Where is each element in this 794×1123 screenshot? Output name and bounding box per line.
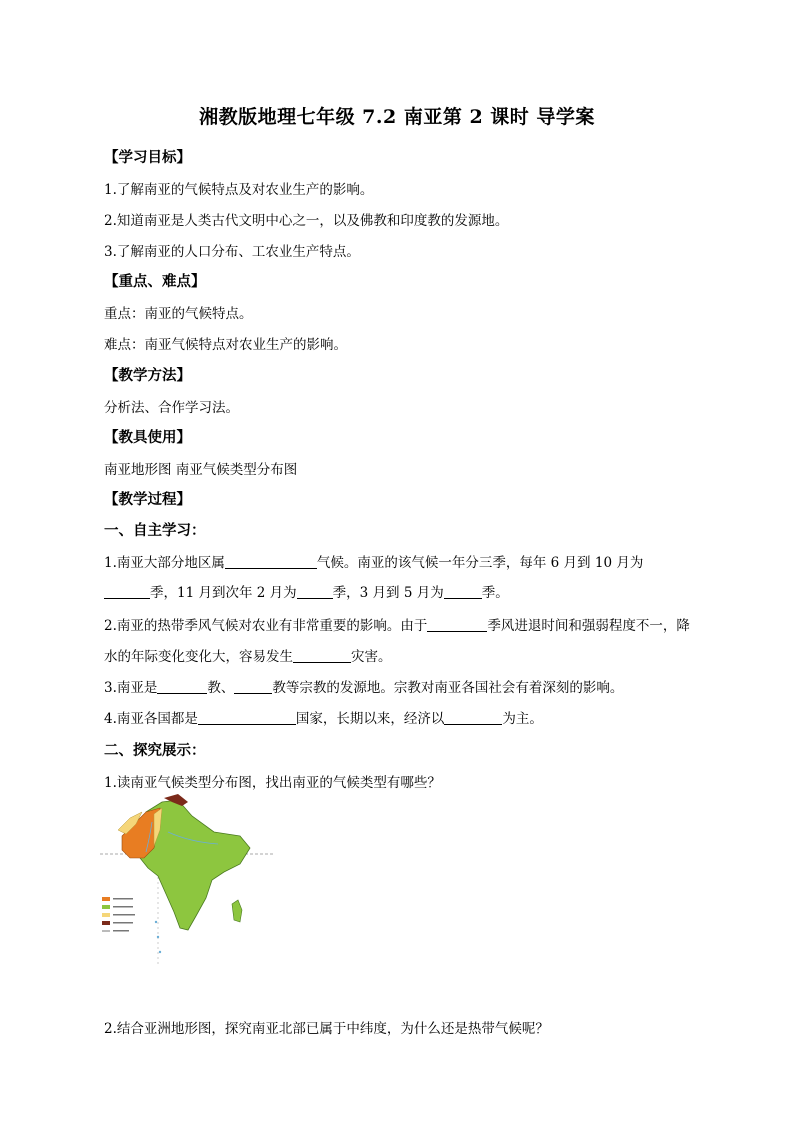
process-heading: 【教学过程】	[104, 492, 191, 508]
island-dot	[159, 951, 161, 953]
method-heading: 【教学方法】	[104, 368, 191, 384]
explore-question-1: 1.读南亚气候类型分布图，找出南亚的气候类型有哪些？	[104, 775, 441, 791]
answer-blank[interactable]	[444, 710, 502, 725]
answer-blank[interactable]	[225, 554, 317, 569]
tools-text: 南亚地形图 南亚气候类型分布图	[104, 462, 298, 478]
goal-item-1: 1.了解南亚的气候特点及对农业生产的影响。	[104, 182, 374, 198]
legend-swatch-monsoon	[102, 905, 110, 909]
island-dot	[155, 921, 157, 923]
question-3: 3.南亚是 教、 教等宗教的发源地。宗教对南亚各国社会有着深刻的影响。	[104, 680, 624, 696]
explore-heading: 二、探究展示：	[104, 743, 206, 759]
legend-swatch-highland	[102, 921, 110, 925]
question-2-line-1: 2.南亚的热带季风气候对农业有非常重要的影响。由于 季风进退时间和强弱程度不一，降	[104, 618, 690, 634]
answer-blank[interactable]	[444, 584, 482, 599]
legend-text-marks	[113, 898, 135, 932]
key-point: 重点：南亚的气候特点。	[104, 306, 253, 322]
answer-blank[interactable]	[427, 617, 487, 632]
goal-item-3: 3.了解南亚的人口分布、工农业生产特点。	[104, 244, 360, 260]
answer-blank[interactable]	[157, 679, 207, 694]
explore-question-2: 2.结合亚洲地形图，探究南亚北部已属于中纬度，为什么还是热带气候呢？	[104, 1021, 549, 1037]
legend-swatch-desert	[102, 897, 110, 901]
question-4: 4.南亚各国都是 国家，长期以来，经济以 为主。	[104, 711, 543, 727]
goals-heading: 【学习目标】	[104, 150, 191, 166]
question-2-line-2: 水的年际变化变化大，容易发生 灾害。	[104, 649, 392, 665]
south-asia-climate-map	[100, 772, 280, 967]
question-1-line-2: 季，11 月到次年 2 月为 季，3 月到 5 月为 季。	[104, 581, 509, 601]
answer-blank[interactable]	[293, 648, 351, 663]
key-points-heading: 【重点、难点】	[104, 274, 206, 290]
self-study-heading: 一、自主学习：	[104, 523, 206, 539]
sri-lanka-island	[232, 900, 242, 922]
answer-blank[interactable]	[297, 584, 333, 599]
legend-swatch-steppe	[102, 913, 110, 917]
answer-blank[interactable]	[198, 710, 296, 725]
goal-item-2: 2.知道南亚是人类古代文明中心之一，以及佛教和印度教的发源地。	[104, 213, 509, 229]
document-title: 湘教版地理七年级 7.2 南亚第 2 课时 导学案	[199, 106, 595, 128]
answer-blank[interactable]	[234, 679, 272, 694]
tools-heading: 【教具使用】	[104, 430, 191, 446]
island-dot	[157, 936, 159, 938]
method-text: 分析法、合作学习法。	[104, 400, 239, 416]
difficult-point: 难点：南亚气候特点对农业生产的影响。	[104, 337, 347, 353]
question-1-line-1: 1.南亚大部分地区属 气候。南亚的该气候一年分三季，每年 6 月到 10 月为	[104, 555, 644, 571]
answer-blank[interactable]	[104, 584, 150, 599]
